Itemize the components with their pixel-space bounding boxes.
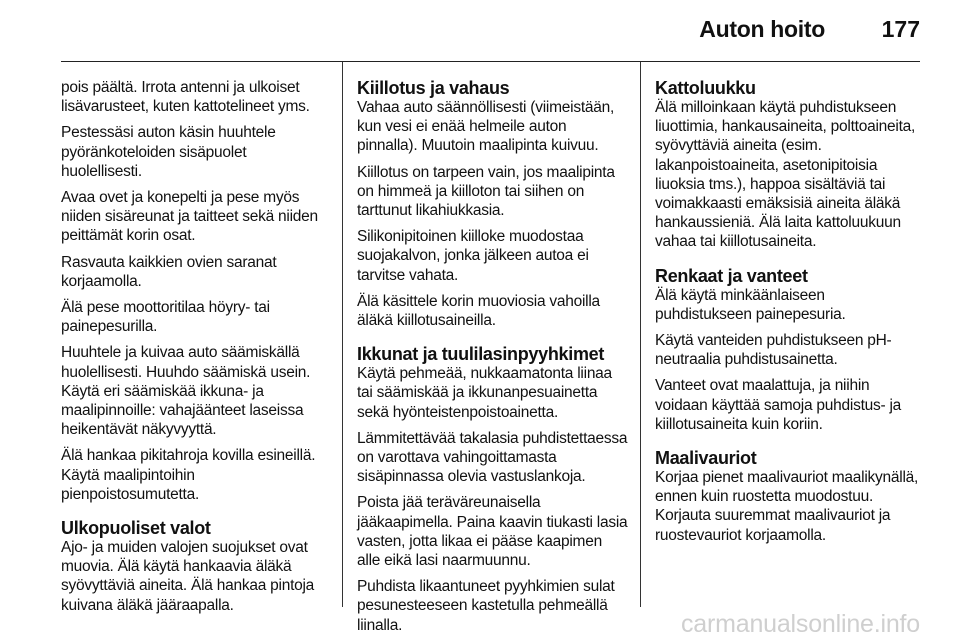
column-divider-right [640,62,641,607]
section-heading-windows-wipers: Ikkunat ja tuulilasinpyyhkimet [357,344,605,365]
section-heading-sunroof: Kattoluukku [655,78,756,98]
page-title: Auton hoito [699,16,825,42]
paragraph: Vahaa auto säännöllisesti (viimeistään, kun vesi ei enää helmeile auton pinnalla). Muutoin maalipinta kuivuu. [357,99,615,155]
text-column-1 [61,78,327,622]
watermark-text: carmanualsonline.info [680,610,920,638]
paragraph: Älä pese moottoritilaa höyry- tai painepesurilla. [61,299,270,336]
paragraph: Huuhtele ja kuivaa auto säämiskällä huolellisesti. Huuhdo säämiskä usein. Käytä eri säämiskää ikkuna- ja maalipinnoille: vahajäänteet laseissa heikentävät näkyvyyttä. [61,344,311,439]
paragraph: Lämmitettävää takalasia puhdistettaessa on varottava vahingoittamasta sisäpinnassa olevia vastuslankoja. [357,429,628,486]
paragraph: Rasvauta kaikkien ovien saranat korjaamolla. [61,253,277,290]
paragraph: Älä milloinkaan käytä puhdistukseen liuottimia, hankausaineita, polttoaineita, syövyttäviä aineita (esim. lakanpoistoaineita, asetonipitoisia liuoksia tms.), happoa sisältäviä tai voimakkaasti emäksisiä aineita äläkä hankaussieniä. Älä laita kattoluukuun vahaa tai kiillotusaineita. [655,99,916,251]
section-heading-exterior-lights: Ulkopuoliset valot [61,518,211,539]
paragraph: Avaa ovet ja konepelti ja pese myös niiden sisäreunat ja taitteet sekä niiden peittämät korin osat. [61,189,318,245]
page-header [0,0,960,62]
text-column-2 [357,78,629,642]
page-number: 177 [881,16,920,42]
paragraph: Älä hankaa pikitahroja kovilla esineillä. Käytä maalipintoihin pienpoistosumutetta. [61,447,316,503]
paragraph: Poista jää teräväreunaisella jääkaapimella. Paina kaavin tiukasti lasia vasten, jotta likaa ei pääse kaapimen alle eikä lasi naarmuunnu. [357,494,628,570]
paragraph: Kiillotus on tarpeen vain, jos maalipinta on himmeä ja kiilloton tai siihen on tarttunut likahiukkasia. [357,163,615,220]
paragraph: Silikonipitoinen kiilloke muodostaa suojakalvon, jonka jälkeen autoa ei tarvitse vahata. [357,228,589,284]
section-heading-tyres-wheels: Renkaat ja vanteet [655,265,808,286]
section-heading-paint-damage: Maalivauriot [655,448,757,469]
paragraph: Pestessäsi auton käsin huuhtele pyöränkoteloiden sisäpuolet huolellisesti. [61,124,276,180]
paragraph: Korjaa pienet maalivauriot maalikynällä, ennen kuin ruostetta muodostuu. Korjauta suuremmat maalivauriot ja ruostevauriot korjaamolla. [655,469,919,544]
paragraph: Käytä pehmeää, nukkaamatonta liinaa tai säämiskää ja ikkunanpesuainetta sekä hyönteistenpoistoainetta. [357,365,612,421]
paragraph: pois päältä. Irrota antenni ja ulkoiset lisävarusteet, kuten kattotelineet yms. [61,79,310,116]
column-divider-left [342,62,343,607]
text-column-3 [655,78,925,552]
paragraph: Puhdista likaantuneet pyyhkimien sulat pesunesteeseen kastetulla pehmeällä liinalla. [357,578,615,634]
paragraph: Älä käsittele korin muoviosia vahoilla äläkä kiillotusaineilla. [357,292,600,330]
paragraph: Ajo- ja muiden valojen suojukset ovat muovia. Älä käytä hankaavia äläkä syövyttäviä aineita. Älä hankaa pintoja kuivana äläkä jääraapalla. [61,539,315,614]
paragraph: Käytä vanteiden puhdistukseen pH-neutraalia puhdistusainetta. [655,332,892,369]
header-divider [61,61,920,62]
paragraph: Vanteet ovat maalattuja, ja niihin voidaan käyttää samoja puhdistus- ja kiillotusaineita kuin koriin. [655,377,902,433]
section-heading-polishing: Kiillotus ja vahaus [357,78,510,98]
paragraph: Älä käytä minkäänlaiseen puhdistukseen painepesuria. [655,286,846,323]
